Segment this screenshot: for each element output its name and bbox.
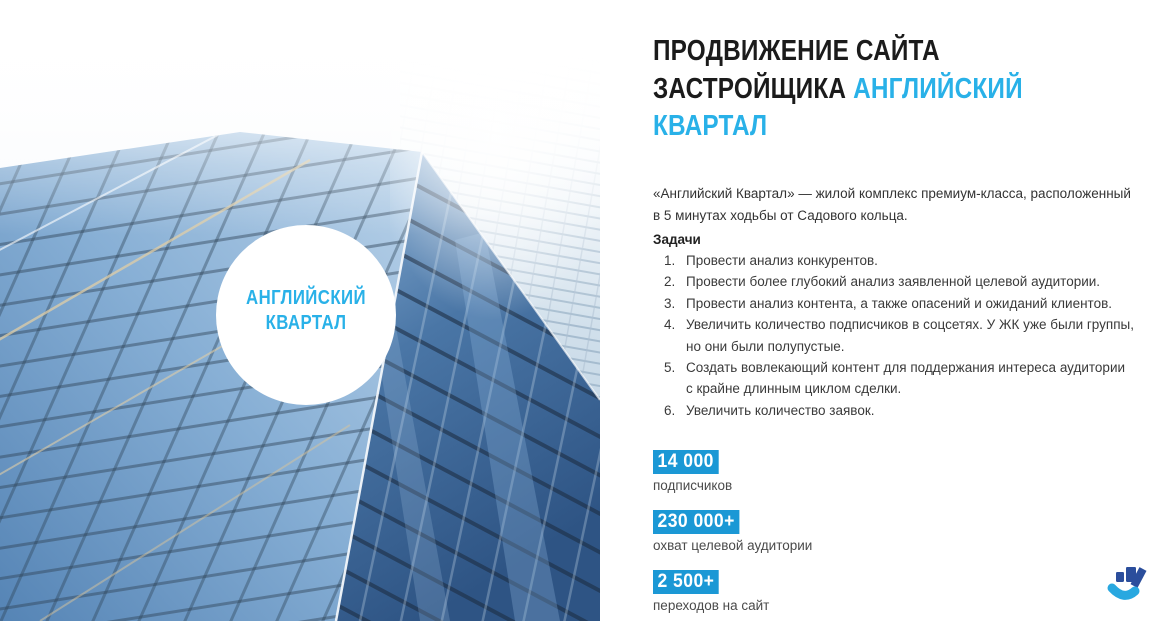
task-item [653,314,1158,357]
task-item [653,357,1158,400]
title-line-3: КВАРТАЛ [653,110,768,142]
stat-label: подписчиков [653,478,733,494]
task-text: Провести анализ контента, а также опасений и ожиданий клиентов. [686,295,1113,311]
project-description [653,183,1158,227]
task-text: Провести более глубокий анализ заявленной целевой аудитории. [686,274,1101,290]
page-title [653,33,1158,146]
description-line-1: «Английский Квартал» — жилой комплекс премиум-класса, расположенный [653,185,1131,201]
agency-logo[interactable] [1102,555,1150,601]
stat-subscribers [653,450,1158,494]
stat-value-badge: 14 000 [653,450,718,474]
task-number: 4. [664,317,676,333]
task-text: Создать вовлекающий контент для поддержания интереса аудитории [686,360,1126,376]
stats-section [653,450,1158,614]
task-text: Увеличить количество подписчиков в соцсетях. У ЖК уже были группы, [686,317,1134,333]
task-text: Увеличить количество заявок. [686,402,875,418]
stat-label: охват целевой аудитории [653,538,813,554]
stat-site-visits [653,570,1158,614]
project-badge-line2: КВАРТАЛ [265,310,347,334]
top-haze [0,0,600,235]
task-number: 2. [664,274,676,290]
project-badge-circle [216,225,396,405]
task-number: 3. [664,295,676,311]
task-item [653,400,1158,421]
task-item [653,293,1158,314]
title-line-2 [653,71,1077,109]
title-line-2-black: ЗАСТРОЙЩИКА [653,72,847,105]
tasks-heading: Задачи [653,231,701,247]
task-text-cont: но они были полупустые. [686,338,845,354]
title-line-2-accent: АНГЛИЙСКИЙ [853,72,1023,105]
stat-value-badge: 230 000+ [653,510,739,534]
stat-value-badge: 2 500+ [653,570,719,594]
bar-chart-smile-logo-icon [1102,555,1150,601]
task-text: Провести анализ конкурентов. [686,253,878,268]
task-number: 5. [664,360,676,376]
title-line-1: ПРОДВИЖЕНИЕ САЙТА [653,35,940,67]
task-item [653,250,1158,271]
task-item [653,271,1158,292]
description-line-2: в 5 минутах ходьбы от Садового кольца. [653,207,908,223]
stat-label: переходов на сайт [653,598,770,614]
task-text-cont: с крайне длинным циклом сделки. [686,381,902,397]
task-number: 6. [664,402,676,418]
project-badge-line1: АНГЛИЙСКИЙ [246,285,366,309]
case-content [653,33,1158,621]
task-number: 1. [664,253,676,268]
stat-reach [653,510,1158,554]
task-list [653,250,1158,421]
